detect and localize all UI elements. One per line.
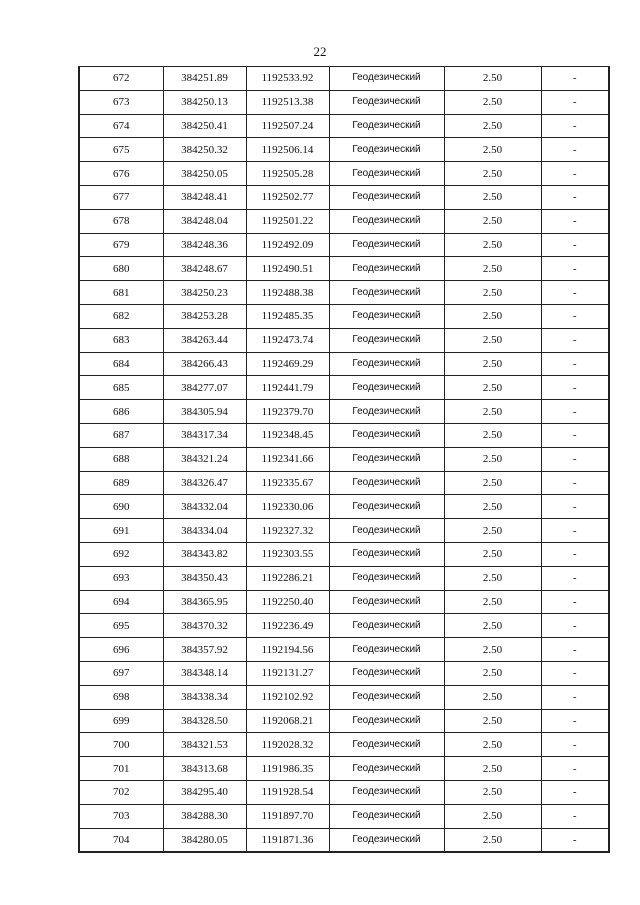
point-number-cell: 673 (79, 90, 163, 114)
x-coordinate-cell: 384321.24 (163, 447, 246, 471)
y-coordinate-cell: 1191928.54 (246, 780, 329, 804)
precision-cell: 2.50 (444, 138, 541, 162)
x-coordinate-cell: 384250.41 (163, 114, 246, 138)
x-coordinate-cell: 384370.32 (163, 614, 246, 638)
description-cell: - (541, 209, 609, 233)
description-cell: - (541, 733, 609, 757)
method-cell: Геодезический (329, 709, 444, 733)
x-coordinate-cell: 384248.67 (163, 257, 246, 281)
table-row (79, 328, 609, 352)
x-coordinate-cell: 384277.07 (163, 376, 246, 400)
x-coordinate-cell: 384250.23 (163, 281, 246, 305)
x-coordinate-cell: 384357.92 (163, 638, 246, 662)
precision-cell: 2.50 (444, 590, 541, 614)
table-row (79, 400, 609, 424)
table-row (79, 185, 609, 209)
y-coordinate-cell: 1192348.45 (246, 423, 329, 447)
point-number-cell: 682 (79, 304, 163, 328)
method-cell: Геодезический (329, 566, 444, 590)
table-row (79, 757, 609, 781)
table-row (79, 495, 609, 519)
table-row (79, 661, 609, 685)
x-coordinate-cell: 384313.68 (163, 757, 246, 781)
precision-cell: 2.50 (444, 709, 541, 733)
table-row (79, 352, 609, 376)
description-cell: - (541, 566, 609, 590)
point-number-cell: 685 (79, 376, 163, 400)
method-cell: Геодезический (329, 638, 444, 662)
y-coordinate-cell: 1191897.70 (246, 804, 329, 828)
description-cell: - (541, 495, 609, 519)
x-coordinate-cell: 384328.50 (163, 709, 246, 733)
y-coordinate-cell: 1192341.66 (246, 447, 329, 471)
precision-cell: 2.50 (444, 804, 541, 828)
description-cell: - (541, 400, 609, 424)
precision-cell: 2.50 (444, 114, 541, 138)
x-coordinate-cell: 384253.28 (163, 304, 246, 328)
y-coordinate-cell: 1192330.06 (246, 495, 329, 519)
page-number: 22 (313, 44, 327, 59)
description-cell: - (541, 519, 609, 543)
y-coordinate-cell: 1192335.67 (246, 471, 329, 495)
description-cell: - (541, 661, 609, 685)
precision-cell: 2.50 (444, 185, 541, 209)
description-cell: - (541, 828, 609, 852)
coordinates-table (78, 66, 610, 853)
point-number-cell: 678 (79, 209, 163, 233)
method-cell: Геодезический (329, 471, 444, 495)
description-cell: - (541, 804, 609, 828)
method-cell: Геодезический (329, 828, 444, 852)
table-row (79, 590, 609, 614)
precision-cell: 2.50 (444, 67, 541, 91)
description-cell: - (541, 304, 609, 328)
table-row (79, 804, 609, 828)
x-coordinate-cell: 384326.47 (163, 471, 246, 495)
precision-cell: 2.50 (444, 519, 541, 543)
table-row (79, 281, 609, 305)
table-row (79, 828, 609, 852)
y-coordinate-cell: 1192469.29 (246, 352, 329, 376)
precision-cell: 2.50 (444, 685, 541, 709)
description-cell: - (541, 257, 609, 281)
description-cell: - (541, 352, 609, 376)
y-coordinate-cell: 1192507.24 (246, 114, 329, 138)
point-number-cell: 674 (79, 114, 163, 138)
x-coordinate-cell: 384321.53 (163, 733, 246, 757)
x-coordinate-cell: 384266.43 (163, 352, 246, 376)
y-coordinate-cell: 1192102.92 (246, 685, 329, 709)
method-cell: Геодезический (329, 257, 444, 281)
point-number-cell: 704 (79, 828, 163, 852)
description-cell: - (541, 685, 609, 709)
precision-cell: 2.50 (444, 638, 541, 662)
point-number-cell: 684 (79, 352, 163, 376)
description-cell: - (541, 638, 609, 662)
x-coordinate-cell: 384250.32 (163, 138, 246, 162)
point-number-cell: 683 (79, 328, 163, 352)
method-cell: Геодезический (329, 733, 444, 757)
table-row (79, 638, 609, 662)
precision-cell: 2.50 (444, 828, 541, 852)
precision-cell: 2.50 (444, 209, 541, 233)
method-cell: Геодезический (329, 352, 444, 376)
method-cell: Геодезический (329, 757, 444, 781)
point-number-cell: 679 (79, 233, 163, 257)
precision-cell: 2.50 (444, 352, 541, 376)
y-coordinate-cell: 1192131.27 (246, 661, 329, 685)
table-row (79, 304, 609, 328)
table-row (79, 423, 609, 447)
table-row (79, 447, 609, 471)
table-row (79, 685, 609, 709)
method-cell: Геодезический (329, 114, 444, 138)
x-coordinate-cell: 384250.13 (163, 90, 246, 114)
y-coordinate-cell: 1192502.77 (246, 185, 329, 209)
method-cell: Геодезический (329, 780, 444, 804)
point-number-cell: 701 (79, 757, 163, 781)
method-cell: Геодезический (329, 519, 444, 543)
y-coordinate-cell: 1192286.21 (246, 566, 329, 590)
y-coordinate-cell: 1192490.51 (246, 257, 329, 281)
point-number-cell: 676 (79, 162, 163, 186)
method-cell: Геодезический (329, 661, 444, 685)
point-number-cell: 703 (79, 804, 163, 828)
y-coordinate-cell: 1192194.56 (246, 638, 329, 662)
point-number-cell: 690 (79, 495, 163, 519)
table-row (79, 566, 609, 590)
precision-cell: 2.50 (444, 733, 541, 757)
description-cell: - (541, 328, 609, 352)
point-number-cell: 692 (79, 542, 163, 566)
method-cell: Геодезический (329, 209, 444, 233)
precision-cell: 2.50 (444, 471, 541, 495)
description-cell: - (541, 757, 609, 781)
method-cell: Геодезический (329, 423, 444, 447)
table-row (79, 780, 609, 804)
point-number-cell: 677 (79, 185, 163, 209)
point-number-cell: 693 (79, 566, 163, 590)
point-number-cell: 688 (79, 447, 163, 471)
point-number-cell: 700 (79, 733, 163, 757)
method-cell: Геодезический (329, 376, 444, 400)
precision-cell: 2.50 (444, 304, 541, 328)
method-cell: Геодезический (329, 90, 444, 114)
x-coordinate-cell: 384251.89 (163, 67, 246, 91)
y-coordinate-cell: 1192492.09 (246, 233, 329, 257)
precision-cell: 2.50 (444, 257, 541, 281)
y-coordinate-cell: 1192513.38 (246, 90, 329, 114)
precision-cell: 2.50 (444, 495, 541, 519)
precision-cell: 2.50 (444, 400, 541, 424)
description-cell: - (541, 447, 609, 471)
y-coordinate-cell: 1191986.35 (246, 757, 329, 781)
table-row (79, 542, 609, 566)
precision-cell: 2.50 (444, 423, 541, 447)
precision-cell: 2.50 (444, 447, 541, 471)
precision-cell: 2.50 (444, 780, 541, 804)
description-cell: - (541, 90, 609, 114)
method-cell: Геодезический (329, 328, 444, 352)
method-cell: Геодезический (329, 685, 444, 709)
table-row (79, 376, 609, 400)
y-coordinate-cell: 1192506.14 (246, 138, 329, 162)
x-coordinate-cell: 384250.05 (163, 162, 246, 186)
point-number-cell: 680 (79, 257, 163, 281)
description-cell: - (541, 590, 609, 614)
point-number-cell: 698 (79, 685, 163, 709)
x-coordinate-cell: 384263.44 (163, 328, 246, 352)
table-row (79, 257, 609, 281)
description-cell: - (541, 614, 609, 638)
table-row (79, 138, 609, 162)
point-number-cell: 694 (79, 590, 163, 614)
method-cell: Геодезический (329, 542, 444, 566)
x-coordinate-cell: 384295.40 (163, 780, 246, 804)
description-cell: - (541, 114, 609, 138)
x-coordinate-cell: 384332.04 (163, 495, 246, 519)
precision-cell: 2.50 (444, 542, 541, 566)
description-cell: - (541, 471, 609, 495)
table-row (79, 162, 609, 186)
table-row (79, 614, 609, 638)
x-coordinate-cell: 384317.34 (163, 423, 246, 447)
x-coordinate-cell: 384248.41 (163, 185, 246, 209)
x-coordinate-cell: 384248.36 (163, 233, 246, 257)
y-coordinate-cell: 1192505.28 (246, 162, 329, 186)
method-cell: Геодезический (329, 495, 444, 519)
x-coordinate-cell: 384338.34 (163, 685, 246, 709)
point-number-cell: 689 (79, 471, 163, 495)
method-cell: Геодезический (329, 614, 444, 638)
x-coordinate-cell: 384348.14 (163, 661, 246, 685)
x-coordinate-cell: 384350.43 (163, 566, 246, 590)
y-coordinate-cell: 1192485.35 (246, 304, 329, 328)
point-number-cell: 695 (79, 614, 163, 638)
point-number-cell: 681 (79, 281, 163, 305)
y-coordinate-cell: 1192473.74 (246, 328, 329, 352)
description-cell: - (541, 423, 609, 447)
y-coordinate-cell: 1192327.32 (246, 519, 329, 543)
point-number-cell: 697 (79, 661, 163, 685)
x-coordinate-cell: 384334.04 (163, 519, 246, 543)
precision-cell: 2.50 (444, 661, 541, 685)
x-coordinate-cell: 384280.05 (163, 828, 246, 852)
x-coordinate-cell: 384248.04 (163, 209, 246, 233)
point-number-cell: 702 (79, 780, 163, 804)
precision-cell: 2.50 (444, 162, 541, 186)
description-cell: - (541, 780, 609, 804)
description-cell: - (541, 233, 609, 257)
description-cell: - (541, 67, 609, 91)
method-cell: Геодезический (329, 138, 444, 162)
method-cell: Геодезический (329, 67, 444, 91)
table-row (79, 733, 609, 757)
point-number-cell: 691 (79, 519, 163, 543)
description-cell: - (541, 709, 609, 733)
table-row (79, 114, 609, 138)
description-cell: - (541, 185, 609, 209)
y-coordinate-cell: 1192379.70 (246, 400, 329, 424)
table-row (79, 233, 609, 257)
y-coordinate-cell: 1191871.36 (246, 828, 329, 852)
y-coordinate-cell: 1192533.92 (246, 67, 329, 91)
x-coordinate-cell: 384365.95 (163, 590, 246, 614)
description-cell: - (541, 376, 609, 400)
table-row (79, 471, 609, 495)
precision-cell: 2.50 (444, 90, 541, 114)
method-cell: Геодезический (329, 185, 444, 209)
precision-cell: 2.50 (444, 376, 541, 400)
table-row (79, 90, 609, 114)
y-coordinate-cell: 1192488.38 (246, 281, 329, 305)
y-coordinate-cell: 1192303.55 (246, 542, 329, 566)
description-cell: - (541, 542, 609, 566)
y-coordinate-cell: 1192236.49 (246, 614, 329, 638)
table-row (79, 209, 609, 233)
y-coordinate-cell: 1192028.32 (246, 733, 329, 757)
method-cell: Геодезический (329, 233, 444, 257)
precision-cell: 2.50 (444, 614, 541, 638)
point-number-cell: 696 (79, 638, 163, 662)
y-coordinate-cell: 1192250.40 (246, 590, 329, 614)
precision-cell: 2.50 (444, 281, 541, 305)
precision-cell: 2.50 (444, 566, 541, 590)
point-number-cell: 672 (79, 67, 163, 91)
method-cell: Геодезический (329, 400, 444, 424)
description-cell: - (541, 162, 609, 186)
table-row (79, 709, 609, 733)
precision-cell: 2.50 (444, 757, 541, 781)
y-coordinate-cell: 1192068.21 (246, 709, 329, 733)
point-number-cell: 699 (79, 709, 163, 733)
method-cell: Геодезический (329, 590, 444, 614)
y-coordinate-cell: 1192441.79 (246, 376, 329, 400)
x-coordinate-cell: 384305.94 (163, 400, 246, 424)
table-row (79, 519, 609, 543)
method-cell: Геодезический (329, 447, 444, 471)
y-coordinate-cell: 1192501.22 (246, 209, 329, 233)
method-cell: Геодезический (329, 304, 444, 328)
method-cell: Геодезический (329, 162, 444, 186)
table-body (79, 67, 609, 853)
table-row (79, 67, 609, 91)
method-cell: Геодезический (329, 281, 444, 305)
description-cell: - (541, 281, 609, 305)
description-cell: - (541, 138, 609, 162)
x-coordinate-cell: 384343.82 (163, 542, 246, 566)
precision-cell: 2.50 (444, 328, 541, 352)
x-coordinate-cell: 384288.30 (163, 804, 246, 828)
point-number-cell: 686 (79, 400, 163, 424)
precision-cell: 2.50 (444, 233, 541, 257)
method-cell: Геодезический (329, 804, 444, 828)
point-number-cell: 687 (79, 423, 163, 447)
point-number-cell: 675 (79, 138, 163, 162)
